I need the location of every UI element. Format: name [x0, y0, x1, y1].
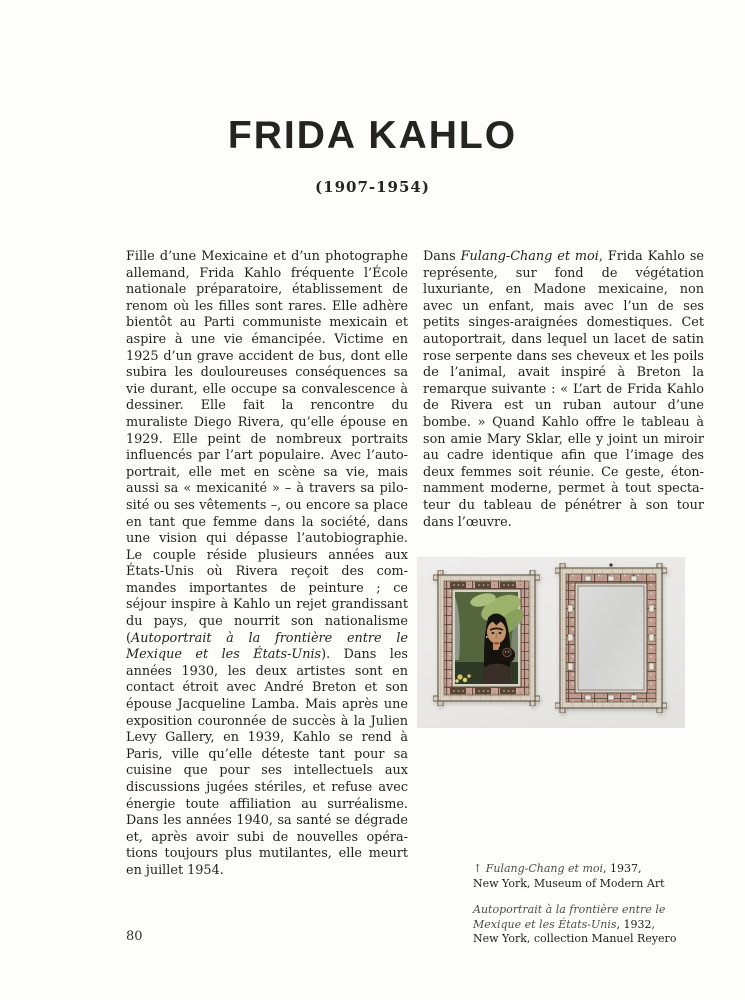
caption-fulang-chang: [473, 862, 705, 891]
caption-location: New York, collection Manuel Reyero: [473, 932, 677, 945]
painting-canvas: [455, 589, 528, 684]
figure-artworks-photo: [417, 557, 685, 728]
caption-location: New York, Museum of Modern Art: [473, 876, 665, 890]
mirror-glass: [578, 586, 644, 690]
caption-year: , 1932,: [616, 917, 656, 931]
page-number: 80: [126, 929, 143, 944]
caption-year: , 1937,: [603, 862, 642, 875]
right-column-text-after: , Frida Kahlo se représente, sur fond de végétation luxuriante, en Madone mexicaine, non avec un enfant, mais avec l’un de ses petits singes-araignées domestiques. Cet autoportrait, dans lequel un lacet de satin rose serpente dans ses cheveux et les poils de l’animal, avait inspiré à Breton la remarque suivante : « L’art de Frida Kahlo de Rivera est un ruban autour d’une bombe. » Quand Kahlo offre le tableau à son amie Mary Sklar, elle y joint un miroir au cadre identique afin que l’image des deux femmes soit réunie. Ce geste, étonnamment moderne, permet à tout spectateur du tableau de pénétrer à son tour dans l’œuvre.: [423, 249, 704, 530]
figure-captions: [473, 862, 705, 947]
hanger-knob: [609, 563, 612, 566]
mirror-identical-frame: [555, 563, 667, 713]
caption-work-title: Fulang-Chang et moi: [485, 862, 604, 875]
caption-autoportrait-frontiere: [473, 903, 705, 947]
left-column-text-after: ). Dans les années 1930, les deux artistes sont en contact étroit avec André Breton et son épouse Jacqueline Lamba. Mais après une exposition couronnée de succès à la Julien Levy Gallery, en 1939, Kahlo se rend à Paris, ville qu’elle déteste tant pour sa cuisine que pour ses intellectuels aux discussions jugées stériles, et refuse avec énergie toute affiliation au surréalisme. Dans les années 1940, sa santé se dégrade et, après avoir subi de nouvelles opérations toujours plus mutilantes, elle meurt en juillet 1954.: [126, 647, 408, 878]
artist-dates: (1907-1954): [315, 178, 430, 196]
left-column: [126, 249, 408, 880]
left-column-text: Fille d’une Mexicaine et d’un photographe allemand, Frida Kahlo fréquente l’École nationale préparatoire, établissement de renom où les filles sont rares. Elle adhère bientôt au Parti communiste mexicain et aspire à une vie émancipée. Victime en 1925 d’un grave accident de bus, dont elle subira les douloureuses conséquences sa vie durant, elle occupe sa convalescence à dessiner. Elle fait la rencontre du muraliste Diego Rivera, qu’elle épouse en 1929. Elle peint de nombreux portraits influencés par l’art populaire. Avec l’autoportrait, elle met en scène sa vie, mais aussi sa « mexicanité » – à travers sa pilosité ou ses vêtements –, ou encore sa place en tant que femme dans la société, dans une vision qui dépasse l’autobiographie. Le couple réside plusieurs années aux États-Unis où Rivera reçoit des commandes importantes de peinture ; ce séjour inspire à Kahlo un rejet grandissant du pays, que nourrit son nationalisme (: [126, 249, 408, 646]
painting-fulang-chang-et-moi: [433, 570, 540, 706]
left-column-work-title: Autoportrait à la frontière entre le Mexique et les États-Unis: [126, 630, 408, 663]
up-arrow-icon: ↑: [473, 862, 486, 875]
caption-work-title: Autoportrait à la frontière entre le Mexique et les États-Unis: [473, 903, 666, 931]
right-column: [423, 249, 704, 531]
right-column-work-title: Fulang-Chang et moi: [460, 249, 599, 264]
page-title: FRIDA KAHLO: [227, 114, 518, 157]
right-column-text: Dans: [423, 249, 461, 264]
spider-monkey: [499, 647, 515, 663]
